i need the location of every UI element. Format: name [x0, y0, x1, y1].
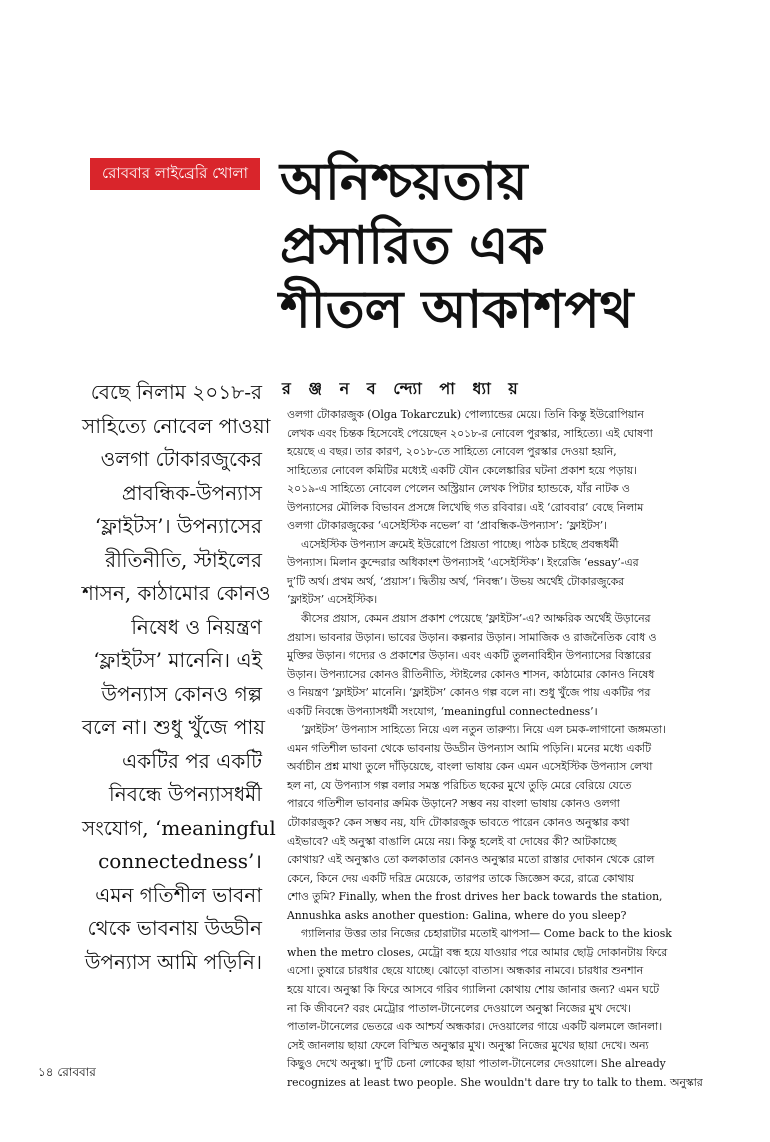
pull-quote-line: উপন্যাস আমি পড়িনি।	[84, 949, 262, 974]
body-line: when the metro closes, মেট্রো বন্ধ হয়ে যাওয়ার পরে আমার ছোট্ট দোকানটায় ফিরে	[287, 945, 668, 959]
body-line: টোকারজুক? কেন সম্ভব নয়, যদি টোকারজুক ভাবতে পারেন কোনও অনুস্কার কথা	[287, 816, 630, 830]
pull-quote-line: রীতিনীতি, স্টাইলের	[105, 547, 262, 572]
article-body	[287, 406, 747, 1089]
pull-quote-line: ‘ফ্লাইটস’। উপন্যাসের	[94, 514, 262, 538]
body-line: দু’টি অর্থ। প্রথম অর্থ, ‘প্রয়াস’। দ্বিতীয় অর্থ, ‘নিবন্ধ’। উভয় অর্থেই টোকারজুকের	[287, 574, 625, 588]
body-line: কোথায়? এই অনুস্কাও তো কলকাতার কোনও অনুস্কার মতো রাস্তার দোকান থেকে রোল	[287, 853, 655, 867]
page-number: ১৪	[38, 1065, 54, 1079]
body-line: পারবে গতিশীল ভাবনার ক্রমিক উড়ানে? সম্ভব নয় বাংলা ভাষায় কোনও ওলগা	[287, 797, 620, 811]
body-line: হল না, যে উপন্যাস গল্প বলার সমস্ত পরিচিত ছকের মুখে তুড়ি মেরে বেরিয়ে যেতে	[287, 778, 632, 792]
pull-quote-line: প্রাবন্ধিক-উপন্যাস	[121, 480, 262, 505]
body-line: ওলগা টোকারজুকের ‘এসেইস্টিক নভেল’ বা ‘প্রাবন্ধিক-উপন্যাস’: ‘ফ্লাইটস’।	[287, 519, 608, 533]
body-line: উপন্যাসের মৌলিক বিভাবন প্রসঙ্গে লিখেছি গত রবিবার। এই ‘রোববার’ বেছে নিলাম	[287, 500, 644, 514]
body-line: প্রয়াস। ভাবনার উড়ান। ভাবের উড়ান। কল্পনার উড়ান। সামাজিক ও রাজনৈতিক বোধ ও	[287, 630, 657, 644]
pull-quote-line: বেছে নিলাম ২০১৮-র	[90, 380, 262, 404]
body-line: ‘ফ্লাইটস’ উপন্যাস সাহিত্যে নিয়ে এল নতুন তারুণ্য। নিয়ে এল চমক-লাগানো জঙ্গমতা।	[301, 723, 666, 737]
author-byline: র ঞ্জ ন ব ন্দ্যো পা ধ্যা য়	[282, 379, 524, 398]
pull-quote-line: নিবন্ধে উপন্যাসধর্মী	[109, 782, 262, 806]
body-line: এসো। তুষারে চারধার ছেয়ে যাচ্ছে। ঝোড়ো বাতাস। অন্ধকার নামবে। চারধার শুনশান	[287, 964, 644, 978]
page-footer	[38, 1064, 96, 1084]
pull-quote	[82, 376, 276, 974]
body-line: এসেইস্টিক উপন্যাস ক্রমেই ইউরোপে প্রিয়তা পাচ্ছে। পাঠক চাইছে প্রবন্ধধর্মী	[301, 537, 619, 551]
body-line: হয়েছে এ বছর। তার কারণ, ২০১৮-তে সাহিত্যে নোবেল পুরস্কার দেওয়া হয়নি,	[287, 445, 617, 459]
pull-quote-line: থেকে ভাবনায় উড্ডীন	[87, 916, 262, 940]
pull-quote-line: শাসন, কাঠামোর কোনও	[82, 581, 271, 605]
section-tag: রোববার লাইব্রেরি খোলা	[90, 158, 260, 190]
body-line: হয়ে যাবে। অনুস্কা কি ফিরে আসবে গরিব গ্যালিনা কোথায় শোয় জানার জন্য? এমন ঘটে	[287, 982, 660, 996]
pull-quote-line: উপন্যাস কোনও গল্প	[101, 681, 262, 706]
pull-quote-line: ওলগা টোকারজুকের	[100, 447, 262, 471]
body-line: গ্যালিনার উত্তর তার নিজের চেহারাটার মতোই ঝাপসা— Come back to the kiosk	[301, 927, 672, 941]
body-line: ও নিয়ন্ত্রণ ‘ফ্লাইটস’ মানেনি। ‘ফ্লাইটস’ কোনও গল্প বলে না। শুধু খুঁজে পায় একটির পর	[287, 686, 651, 700]
body-line: ২০১৯-এ সাহিত্যে নোবেল পেলেন অস্ট্রিয়ান লেখক পিটার হ্যান্ডকে, যাঁর নাটক ও	[287, 482, 630, 496]
body-line: শোও তুমি? Finally, when the frost drives her back towards the station,	[287, 890, 663, 904]
body-line: ‘ফ্লাইটস’ এসেইস্টিক।	[287, 593, 378, 607]
body-line: অর্বাচীন প্রশ্ন মাথা তুলে দাঁড়িয়েছে, বাংলা ভাষায় কেন এমন এসেইস্টিক উপন্যাস লেখা	[287, 760, 653, 774]
body-line: কিছুও দেখে অনুস্কা। দু’টি চেনা লোকের ছায়া পাতাল-টানেলের দেওয়ালে। She already	[287, 1057, 666, 1071]
body-line: পাতাল-টানেলের ভেতরে এক আশ্চর্য অন্ধকার। দেওয়ালের গায়ে একটি ঝলমলে জানলা।	[287, 1020, 663, 1034]
headline-line: প্রসারিত এক	[280, 216, 545, 276]
body-line: উড়ান। উপন্যাসের কোনও রীতিনীতি, স্টাইলের কোনও শাসন, কাঠামোর কোনও নিষেধ	[287, 667, 655, 681]
publication-name: রোববার	[57, 1065, 96, 1079]
body-line: মুক্তির উড়ান। গদ্যের ও প্রকাশের উড়ান। এবং একটি তুলনাবিহীন উপন্যাসের বিস্তারের	[287, 649, 652, 663]
body-line: এমন গতিশীল ভাবনা থেকে ভাবনায় উড্ডীন উপন্যাস আমি পড়িনি। মনের মধ্যে একটি	[287, 741, 652, 755]
body-line: এইভাবে? এই অনুস্কা বাঙালি মেয়ে নয়। কিন্তু হলেই বা দোষের কী? আটকাচ্ছে	[287, 834, 616, 848]
body-line: recognizes at least two people. She wouldn't dare try to talk to them. অনুস্কার	[287, 1075, 703, 1089]
body-line: কীসের প্রয়াস, কেমন প্রয়াস প্রকাশ পেয়েছে ‘ফ্লাইটস’-এ? আক্ষরিক অর্থেই উড়ানের	[301, 612, 651, 626]
pull-quote-line: বলে না। শুধু খুঁজে পায়	[82, 715, 266, 739]
body-line: না কি জীবনে? বরং মেট্রোর পাতাল-টানেলের দেওয়ালে অনুস্কা নিজের মুখ দেখে।	[287, 1001, 631, 1015]
pull-quote-line: ‘ফ্লাইটস’ মানেনি। এই	[93, 648, 262, 672]
body-line: সেই জানলায় ছায়া ফেলে বিস্মিত অনুস্কার মুখ। অনুস্কা নিজের মুখের ছায়া দেখে। অন্য	[287, 1038, 649, 1052]
body-line: সাহিত্যের নোবেল কমিটির মধ্যেই একটি যৌন কেলেঙ্কারির ঘটনা প্রকাশ হয়ে পড়ায়।	[287, 463, 637, 477]
pull-quote-line: একটির পর একটি	[122, 748, 262, 773]
body-line: লেখক এবং চিন্তক হিসেবেই পেয়েছেন ২০১৮-র নোবেল পুরস্কার, সাহিত্যে। এই ঘোষণা	[287, 426, 653, 440]
body-line: একটি নিবন্ধে উপন্যাসধর্মী সংযোগ, ‘meaningful connectedness’।	[287, 704, 598, 718]
headline-line: অনিশ্চয়তায়	[280, 152, 528, 212]
body-line: কেনে, কিনে দেয় একটি দরিদ্র মেয়েকে, তারপর তাকে জিজ্ঞেস করে, রাত্রে কোথায়	[287, 871, 635, 885]
pull-quote-line: সংযোগ, ‘meaningful	[82, 815, 276, 840]
headline	[280, 150, 750, 342]
pull-quote-line: সাহিত্যে নোবেল পাওয়া	[82, 413, 271, 438]
pull-quote-line: নিষেধ ও নিয়ন্ত্রণ	[131, 614, 262, 639]
headline-line: শীতল আকাশপথ	[280, 280, 634, 340]
pull-quote-line: connectedness’।	[98, 849, 262, 873]
body-line: উপন্যাস। মিলান কুন্দেরার অধিকাংশ উপন্যাসই ‘এসেইস্টিক’। ইংরেজি ‘essay’-এর	[287, 556, 639, 570]
body-line: ওলগা টোকারজুক (Olga Tokarczuk) পোল্যান্ডের মেয়ে। তিনি কিন্তু ইউরোপিয়ান	[287, 408, 644, 421]
body-line: Annushka asks another question: Galina, where do you sleep?	[287, 908, 627, 922]
pull-quote-line: এমন গতিশীল ভাবনা	[95, 882, 262, 907]
